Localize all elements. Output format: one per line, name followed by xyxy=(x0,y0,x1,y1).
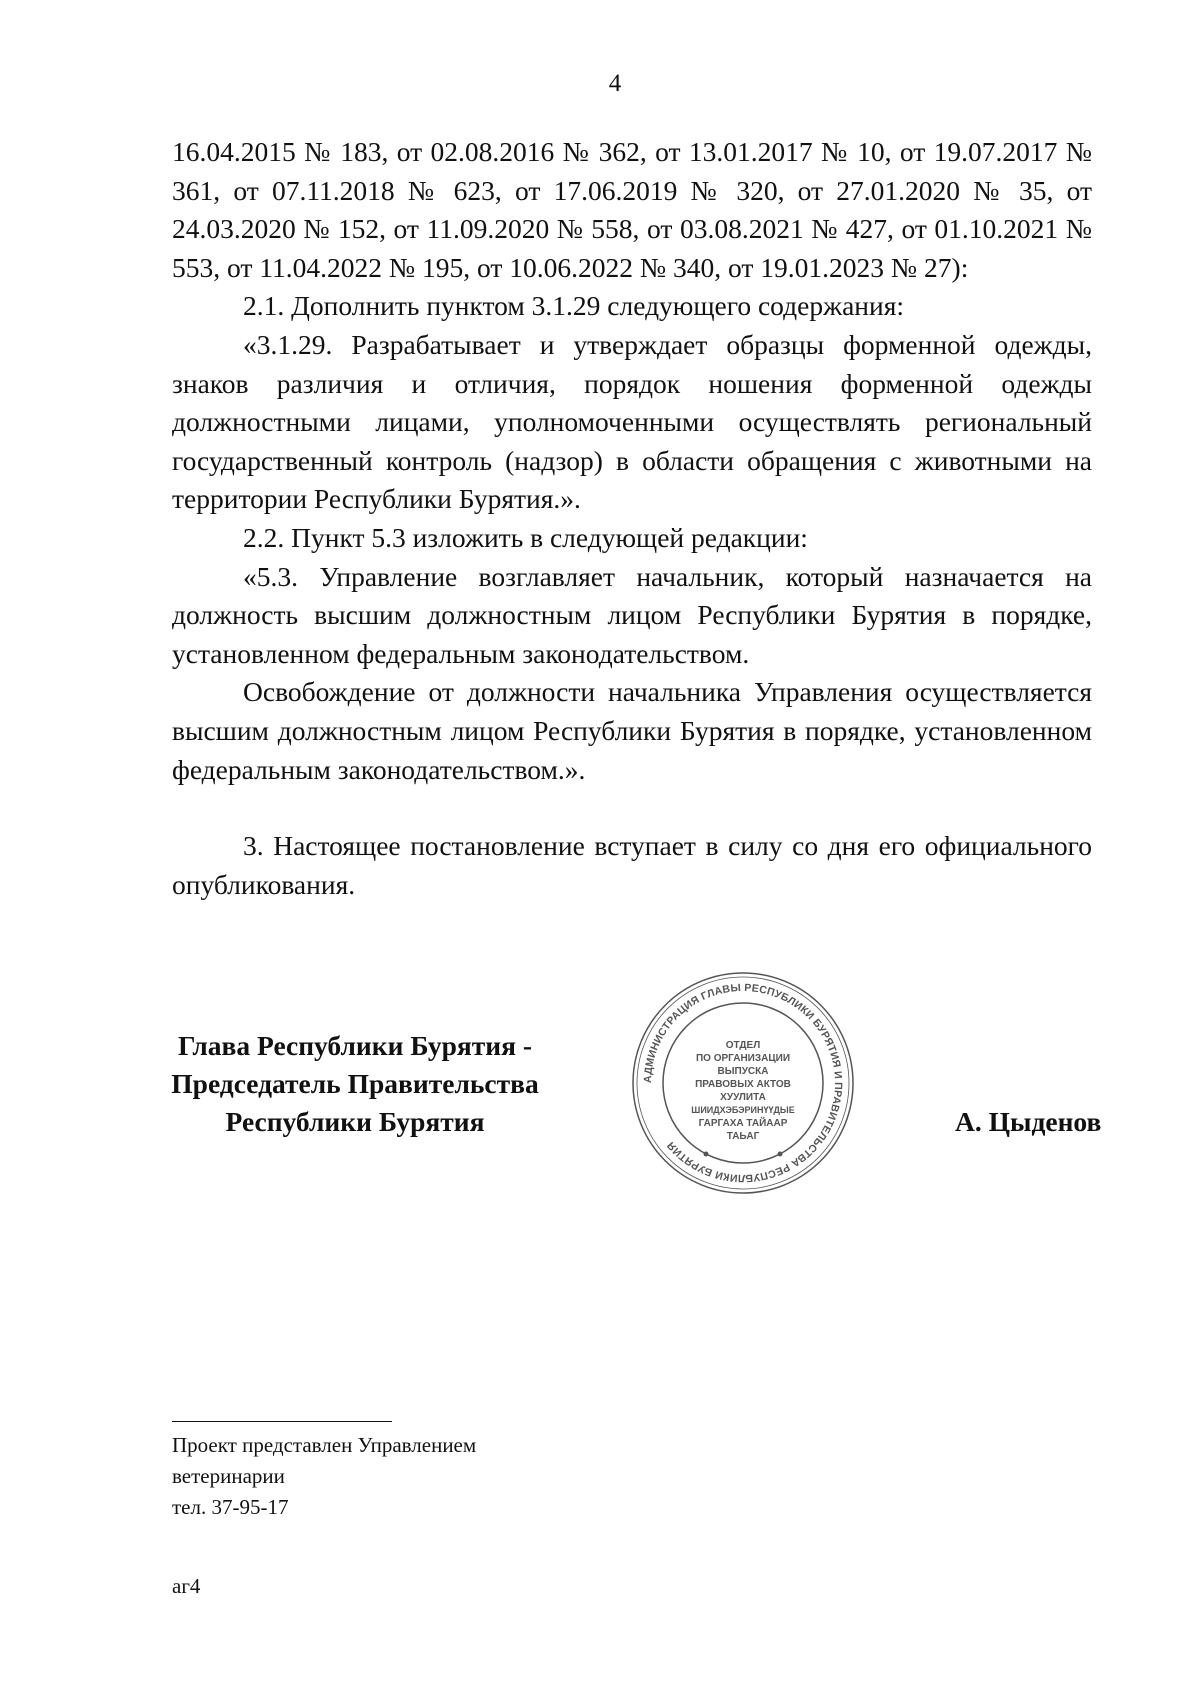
footnote-line: ветеринарии xyxy=(172,1464,285,1488)
official-seal xyxy=(628,968,858,1198)
footnote-divider xyxy=(172,1421,392,1422)
footnote xyxy=(172,1430,476,1523)
page-number: 4 xyxy=(608,70,622,97)
seal-inner-line: ТАЬАГ xyxy=(726,1131,760,1142)
seal-star-icon xyxy=(704,1152,709,1157)
footnote-line: тел. 37-95-17 xyxy=(172,1495,289,1519)
signatory-title-line: Председатель Правительства xyxy=(171,1068,539,1099)
seal-inner-line: ГАРГАХА ТАЙААР xyxy=(698,1118,788,1129)
paragraph-2-2: 2.2. Пункт 5.3 изложить в следующей редакции: xyxy=(243,521,808,553)
signatory-name: А. Цыденов xyxy=(955,1106,1102,1137)
seal-star-icon xyxy=(778,1152,783,1157)
signatory-title-line: Республики Бурятия xyxy=(225,1106,485,1137)
seal-inner-line: ОТДЕЛ xyxy=(725,1040,761,1051)
paragraph-5-3: «5.3. Управление возглавляет начальник, который назначается на должность высшим должностным лицом Республики Бурятия в порядке, установленном федеральным законодательством. xyxy=(172,560,1092,669)
paragraph-amendments-list: 16.04.2015 № 183, от 02.08.2016 № 362, от 13.01.2017 № 10, от 19.07.2017 № 361, от 07.11.2018 № 623, от 17.06.2019 № 320, от 27.01.2020 № 35, от 24.03.2020 № 152, от 11.09.2020 № 558, от 03.08.2021 № 427, от 01.10.2021 № 553, от 11.04.2022 № 195, от 10.06.2022 № 340, от 19.01.2023 № 27): xyxy=(172,136,1092,283)
seal-inner-line: ВЫПУСКА xyxy=(717,1066,769,1077)
signatory-title-line: Глава Республики Бурятия - xyxy=(177,1030,533,1061)
paragraph-dismissal: Освобождение от должности начальника Управления осуществляется высшим должностным лицом Республики Бурятия в порядке, установленном федеральным законодательством.». xyxy=(172,676,1092,785)
paragraph-2-1: 2.1. Дополнить пунктом 3.1.29 следующего содержания: xyxy=(243,290,904,322)
seal-inner-line: ХУУЛИТА xyxy=(720,1092,766,1103)
seal-inner-line: ПО ОРГАНИЗАЦИИ xyxy=(695,1053,791,1064)
seal-inner-line: ПРАВОВЫХ АКТОВ xyxy=(695,1079,791,1090)
signatory-title xyxy=(150,1027,560,1141)
paragraph-3-1-29: «3.1.29. Разрабатывает и утверждает образцы форменной одежды, знаков различия и отличия, порядок ношения форменной одежды должностными лицами, уполномоченными осуществлять региональный государственный контроль (надзор) в области обращения с животными на территории Республики Бурятия.». xyxy=(172,328,1092,515)
document-body xyxy=(172,133,1092,904)
seal-inner-line: ШИИДХЭБЭРИНҮҮДЫЕ xyxy=(691,1105,795,1115)
paragraph-3-effective: 3. Настоящее постановление вступает в силу со дня его официального опубликования. xyxy=(172,830,1092,900)
document-code: аг4 xyxy=(172,1574,201,1598)
seal-outer-text: АДМИНИСТРАЦИЯ ГЛАВЫ РЕСПУБЛИКИ БУРЯТИЯ И ПРАВИТЕЛЬСТВА РЕСПУБЛИКИ БУРЯТИЯ xyxy=(641,981,845,1185)
footnote-line: Проект представлен Управлением xyxy=(172,1433,477,1457)
